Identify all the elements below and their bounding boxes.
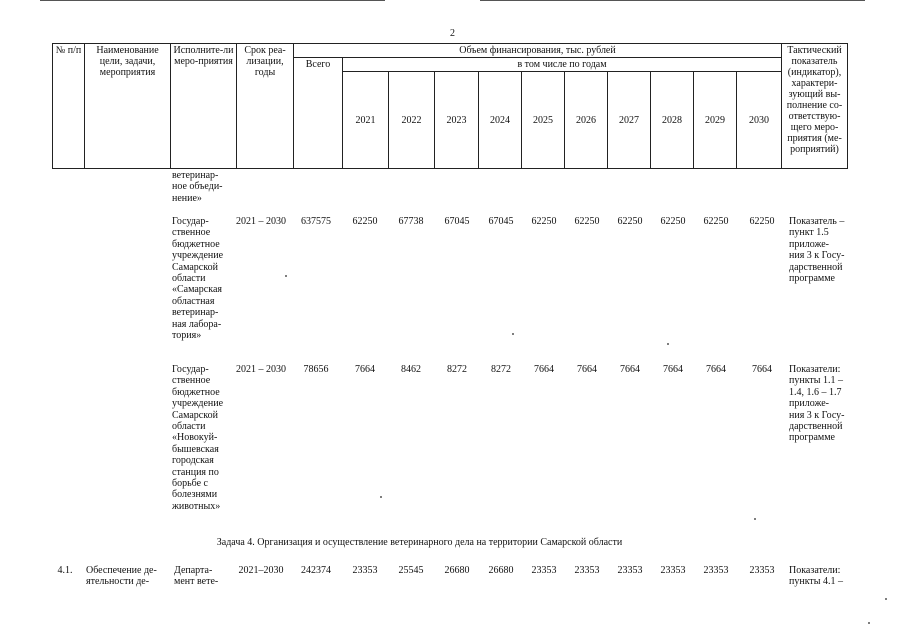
page-number: 2 [450,28,455,39]
row-4-1-indicator-line: пункты 4.1 – [789,576,844,588]
row-4-1-name-line: ятельности де- [86,576,150,588]
row-1-executor-line: животных» [172,500,221,512]
row-0-executor-line: Государ- [172,216,209,227]
col-executor: Исполните-ли меро-приятия [171,44,237,169]
col-year-2028: 2028 [651,72,694,169]
row-0-executor-line: области [172,273,206,285]
col-year-2029: 2029 [694,72,737,169]
scan-speck [754,518,756,520]
row-0-year-2023: 67045 [444,216,470,227]
row-1-total: 78656 [303,364,329,375]
row-1-executor-line: бышевская [172,443,219,455]
row-4-1-indicator [789,565,843,588]
row-0-year-2030: 62250 [749,216,775,227]
scan-speck [512,333,514,335]
row-1-executor-line: городская [172,455,214,467]
row-4-1-name-line: Обеспечение де- [86,565,157,576]
row-0-term: 2021 – 2030 [236,216,286,227]
row-0-year-2024: 67045 [488,216,514,227]
row-1-indicator-line: пункты 1.1 – [789,375,844,387]
row-4-1-year-2027: 23353 [617,565,643,576]
col-year-2030: 2030 [737,72,782,169]
row-0-indicator-line: ния 3 к Госу- [789,250,845,262]
row-0-indicator-line: Показатель – [789,216,845,227]
row-1-executor-line: станция по [172,466,219,478]
row-1-year-2029: 7664 [706,364,726,375]
row-4-1-indicator-line: Показатели: [789,565,841,576]
row-1-year-2025: 7664 [534,364,554,375]
col-year-2027: 2027 [608,72,651,169]
row-0-executor-line: ственное [172,227,211,239]
row-1-term: 2021 – 2030 [236,364,286,375]
row-0-executor-line: ветеринар- [172,307,219,319]
row-1-executor-line: бюджетное [172,386,220,398]
row-1-executor-line: Самарской [172,409,218,421]
col-year-2025: 2025 [522,72,565,169]
row-0-total: 637575 [301,216,331,227]
row-0-year-2022: 67738 [398,216,424,227]
row-1-year-2021: 7664 [355,364,375,375]
fragment-executor-text-line: нение» [172,192,202,204]
row-1-executor-line: «Новокуй- [172,432,218,444]
row-0-year-2021: 62250 [352,216,378,227]
row-4-1-executor-line: Департа- [174,565,213,576]
col-indicator: Тактический показатель (индикатор), характери-зующий вы-полнение со-ответствую-щего меро-приятия (ме-роприятий) [782,44,848,169]
row-1-year-2028: 7664 [663,364,683,375]
row-0-indicator [789,216,844,284]
row-0-year-2026: 62250 [574,216,600,227]
row-0-indicator-line: пункт 1.5 [789,227,829,239]
row-1-executor-line: учреждение [172,398,224,410]
row-1-year-2024: 8272 [491,364,511,375]
row-1-indicator-line: Показатели: [789,364,841,375]
row-4-1-executor-line: мент вете- [174,576,219,588]
row-0-executor-line: тория» [172,330,202,342]
fragment-executor-text [172,170,223,204]
row-1-year-2027: 7664 [620,364,640,375]
row-1-executor-line: борьбе с [172,478,208,490]
row-4-1-year-2026: 23353 [574,565,600,576]
row-0-executor-line: областная [172,295,215,307]
row-4-1-year-2022: 25545 [398,565,424,576]
row-4-1-executor [174,565,218,588]
scan-speck [868,622,870,624]
row-4-1-year-2030: 23353 [749,565,775,576]
top-rule-left [40,0,385,1]
row-1-executor-line: Государ- [172,364,209,375]
task-4-title: Задача 4. Организация и осуществление ветеринарного дела на территории Самарской области [216,537,623,548]
row-1-year-2023: 8272 [447,364,467,375]
col-total: Всего [294,58,343,169]
row-1-indicator [789,364,844,444]
fragment-executor-text-line: ное объеди- [172,181,223,193]
row-0-year-2025: 62250 [531,216,557,227]
row-1-indicator-line: программе [789,432,835,444]
row-1-indicator-line: ния 3 к Госу- [789,409,845,421]
row-4-1-year-2023: 26680 [444,565,470,576]
header-table [52,43,848,169]
row-1-year-2022: 8462 [401,364,421,375]
row-4-1-name [86,565,157,588]
row-1-indicator-line: приложе- [789,398,829,410]
top-rule-right [480,0,865,1]
col-year-2022: 2022 [389,72,435,169]
row-0-executor-line: ная лабора- [172,318,222,330]
row-1-year-2026: 7664 [577,364,597,375]
row-1-indicator-line: 1.4, 1.6 – 1.7 [789,386,842,398]
row-0-indicator-line: программе [789,273,835,285]
row-0-executor [172,216,223,341]
scan-speck [885,598,887,600]
row-1-executor-line: области [172,421,206,433]
row-0-executor-line: учреждение [172,250,224,262]
row-4-1-year-2021: 23353 [352,565,378,576]
row-0-executor-line: «Самарская [172,284,222,296]
row-4-1-year-2025: 23353 [531,565,557,576]
row-0-executor-line: бюджетное [172,238,220,250]
row-0-year-2027: 62250 [617,216,643,227]
col-by-years: в том числе по годам [343,58,782,72]
scan-speck [285,275,287,277]
col-year-2026: 2026 [565,72,608,169]
row-4-1-year-2028: 23353 [660,565,686,576]
row-1-executor-line: болезнями [172,489,218,501]
row-0-executor-line: Самарской [172,261,218,273]
row-0-indicator-line: приложе- [789,238,829,250]
row-0-year-2029: 62250 [703,216,729,227]
row-4-1-total: 242374 [301,565,331,576]
row-4-1-year-2024: 26680 [488,565,514,576]
row-1-executor-line: ственное [172,375,211,387]
col-funding: Объем финансирования, тыс. рублей [294,44,782,58]
row-0-indicator-line: дарственной [789,261,843,273]
col-year-2021: 2021 [343,72,389,169]
scan-speck [667,343,669,345]
row-1-executor [172,364,223,512]
row-1-year-2030: 7664 [752,364,772,375]
row-4-1-number: 4.1. [57,565,73,576]
col-name: Наименование цели, задачи, мероприятия [85,44,171,169]
col-year-2024: 2024 [479,72,522,169]
col-no: № п/п [53,44,85,169]
col-term: Срок реа-лизации, годы [237,44,294,169]
scan-speck [380,496,382,498]
row-4-1-year-2029: 23353 [703,565,729,576]
fragment-executor-text-line: ветеринар- [172,170,219,181]
row-1-indicator-line: дарственной [789,421,843,433]
row-4-1-term: 2021–2030 [238,565,284,576]
col-year-2023: 2023 [435,72,479,169]
row-0-year-2028: 62250 [660,216,686,227]
